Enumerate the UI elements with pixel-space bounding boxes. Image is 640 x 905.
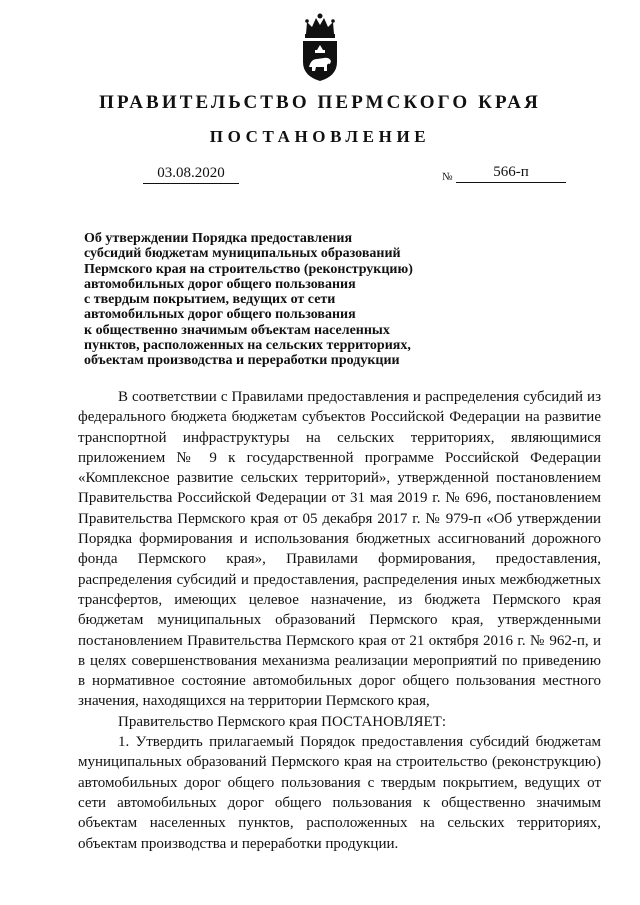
document-date: 03.08.2020 <box>143 165 239 184</box>
body-paragraph: Правительство Пермского края ПОСТАНОВЛЯЕТ: <box>118 713 447 730</box>
subject-line: Пермского края на строительство (реконструкцию) <box>84 261 413 277</box>
perm-krai-coat-of-arms-icon <box>297 12 343 82</box>
subject-line: пунктов, расположенных на сельских территориях, <box>84 338 411 354</box>
document-number: 566-п <box>456 164 566 183</box>
document-type: ПОСТАНОВЛЕНИЕ <box>209 127 431 146</box>
subject-line: Об утверждении Порядка предоставления <box>84 231 353 246</box>
body-paragraph: 1. Утвердить прилагаемый Порядок предоставления субсидий бюджетам муниципальных образований Пермского края на строительство (реконструкцию) автомобильных дорог общего пользования с твердым покрытием, ведущих от сети автомобильных дорог общего пользования к общественно значимым объектам населенных пунктов, расположенных на сельских территориях, объектам производства и переработки продукции. <box>78 734 601 852</box>
number-label: № <box>442 171 453 183</box>
subject-line: с твердым покрытием, ведущих от сети <box>84 292 336 308</box>
subject-line: к общественно значимым объектам населенных <box>84 322 390 338</box>
body-paragraph: В соответствии с Правилами предоставления и распределения субсидий из федерального бюджета бюджетам субъектов Российской Федерации на развитие транспортной инфраструктуры на сельских территориях, являющимися приложением № 9 к государственной программе Российской Федерации «Комплексное развитие сельских территорий», утвержденной постановлением Правительства Российской Федерации от 31 мая 2019 г. № 696, постановлением Правительства Пермского края от 05 декабря 2017 г. № 979-п «Об утверждении Порядка формирования и использования бюджетных ассигнований дорожного фонда Пермского края», Правилами формирования, предоставления, распределения субсидий и предоставления, распределения иных межбюджетных трансфертов, имеющих целевое назначение, из бюджета Пермского края бюджетам муниципальных образований Пермского края, утвержденными постановлением Правительства Пермского края от 21 октября 2016 г. № 962-п, и в целях совершенствования механизма реализации мероприятий по приведению в нормативное состояние автомобильных дорог общего пользования местного значения, находящихся на территории Пермского края, <box>78 389 601 710</box>
subject-line: автомобильных дорог общего пользования <box>84 276 356 292</box>
subject-line: объектам производства и переработки продукции <box>84 353 400 369</box>
document-body <box>78 387 601 854</box>
subject-line: субсидий бюджетам муниципальных образований <box>84 246 401 262</box>
subject-line: автомобильных дорог общего пользования <box>84 307 356 323</box>
organization-title: ПРАВИТЕЛЬСТВО ПЕРМСКОГО КРАЯ <box>99 92 541 113</box>
document-subject <box>84 231 464 369</box>
